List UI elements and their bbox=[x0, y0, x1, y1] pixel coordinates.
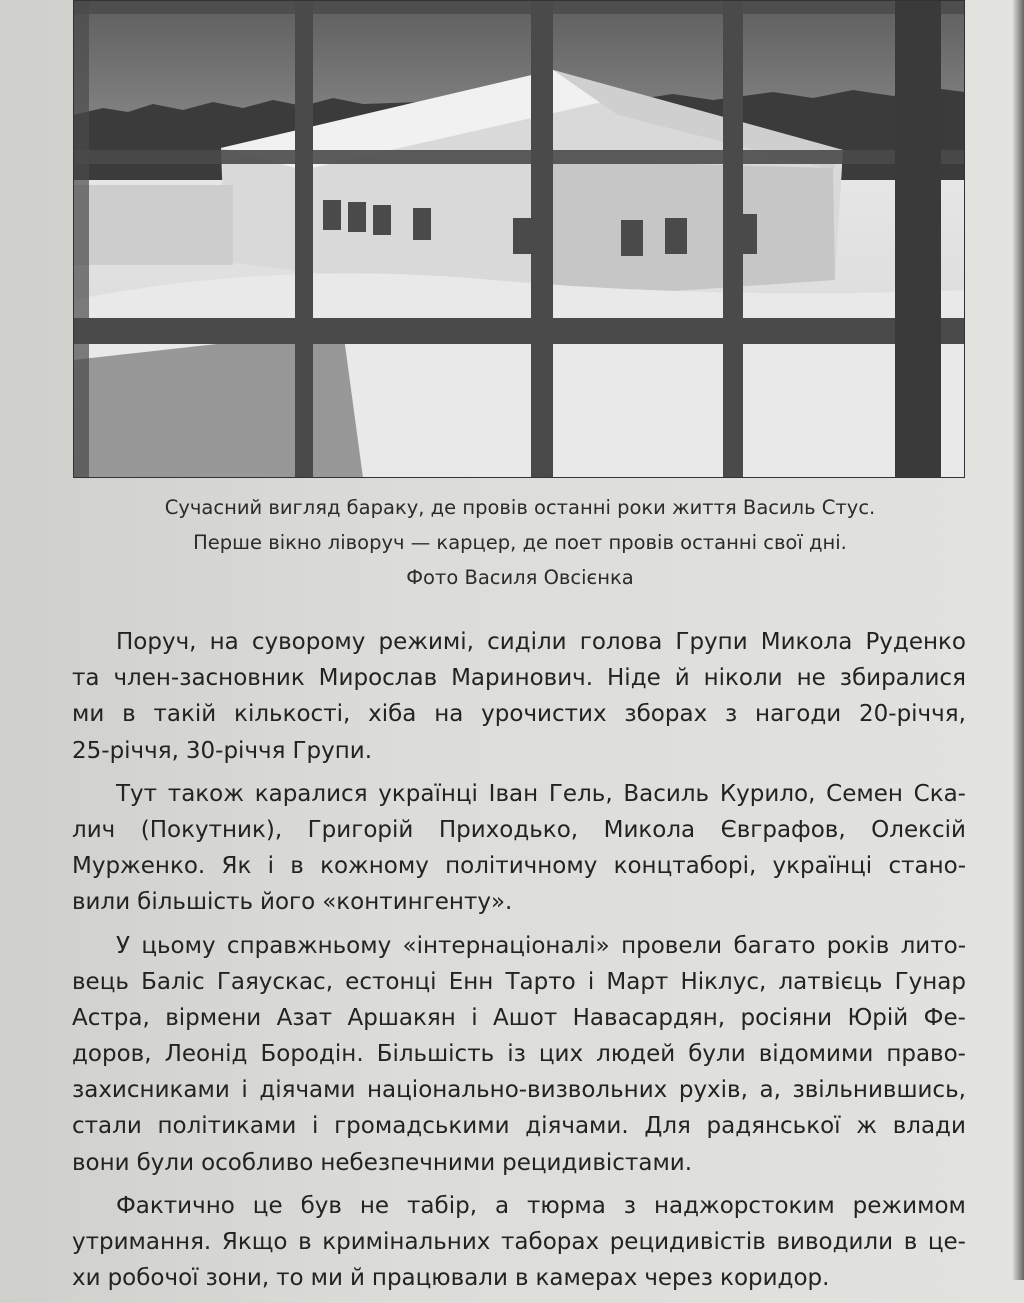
text-line: захисниками і діячами національно-визвольних рухів, а, звільнившись, bbox=[72, 1077, 966, 1104]
page-edge-shadow bbox=[1012, 0, 1024, 1280]
text-line: 25-річчя, 30-річчя Групи. bbox=[72, 737, 373, 764]
text-line: ми в такій кількості, хіба на урочистих зборах з нагоди 20-річчя, bbox=[72, 701, 966, 728]
paragraph bbox=[72, 1188, 966, 1297]
text-line: вець Баліс Гаяускас, естонці Енн Тарто і Март Ніклус, латвієць Гунар bbox=[72, 968, 966, 995]
paragraph bbox=[72, 776, 966, 921]
text-line: Поруч, на суворому режимі, сиділи голова Групи Микола Руденко bbox=[116, 629, 966, 655]
caption-line: Сучасний вигляд бараку, де провів останні роки життя Василь Стус. bbox=[164, 496, 876, 519]
text-line: У цьому справжньому «інтернаціоналі» провели багато років лито- bbox=[116, 932, 966, 959]
text-line: лич (Покутник), Григорій Приходько, Микола Євграфов, Олексій bbox=[72, 816, 966, 843]
paragraph bbox=[72, 928, 966, 1181]
text-line: стали політиками і громадськими діячами. Для радянської ж влади bbox=[72, 1113, 966, 1140]
text-line: вили більшість його «контингенту». bbox=[72, 889, 513, 916]
caption-line: Перше вікно ліворуч — карцер, де поет провів останні свої дні. bbox=[193, 531, 847, 554]
paragraph bbox=[72, 624, 966, 769]
text-line: утримання. Якщо в кримінальних таборах рецидивістів виводили в це- bbox=[72, 1229, 966, 1255]
caption-credit: Фото Василя Овсієнка bbox=[406, 566, 634, 589]
text-line: хи робочої зони, то ми й працювали в камерах через коридор. bbox=[72, 1265, 830, 1292]
text-line: та член-засновник Мирослав Маринович. Ніде й ніколи не збиралися bbox=[72, 665, 966, 692]
barracks-photo bbox=[73, 0, 965, 478]
photo-caption bbox=[60, 490, 980, 595]
text-line: доров, Леонід Бородін. Більшість із цих людей були відомими право- bbox=[72, 1041, 966, 1068]
body-text bbox=[72, 624, 966, 1303]
text-line: Мурженко. Як і в кожному політичному концтаборі, українці стано- bbox=[72, 853, 966, 880]
text-line: Астра, вірмени Азат Аршакян і Ашот Навасардян, росіяни Юрій Фе- bbox=[72, 1004, 966, 1031]
text-line: вони були особливо небезпечними рецидивістами. bbox=[72, 1149, 693, 1176]
text-line: Тут також каралися українці Іван Гель, Василь Курило, Семен Ска- bbox=[116, 780, 966, 807]
text-line: Фактично це був не табір, а тюрма з наджорстоким режимом bbox=[116, 1192, 966, 1219]
